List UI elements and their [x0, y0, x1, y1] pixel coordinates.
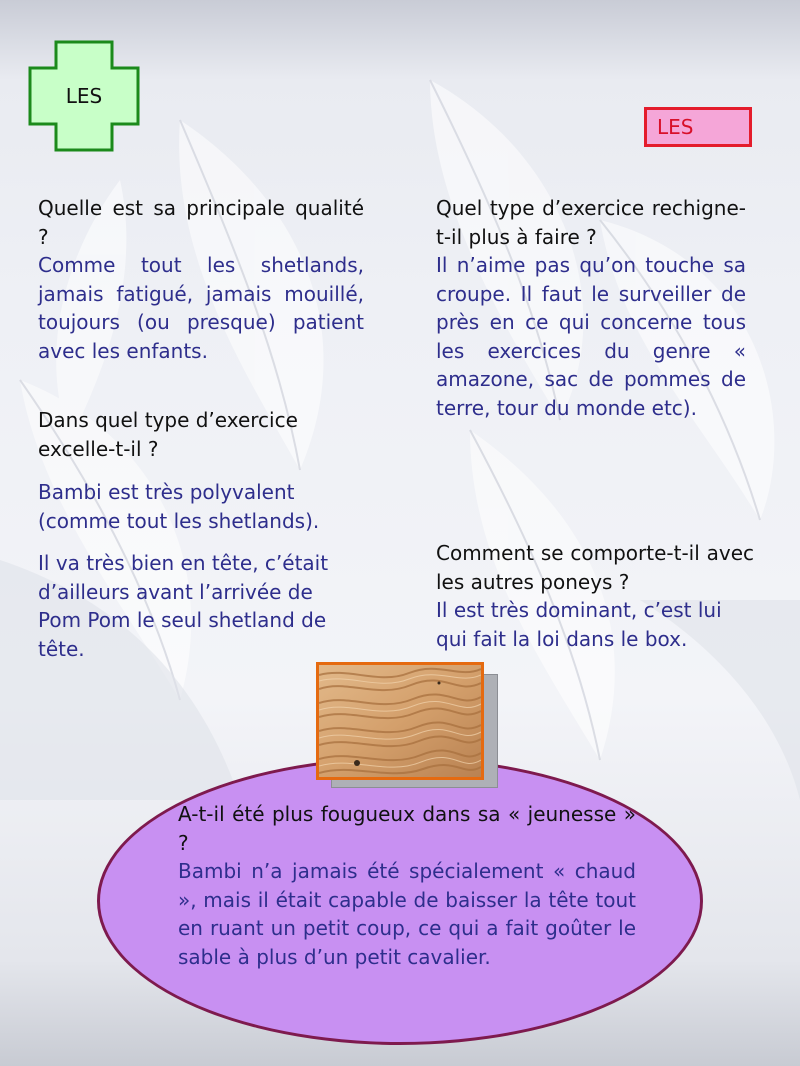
right-qa-2: [436, 539, 754, 653]
question-best-exercise: Dans quel type d’exercice excelle-t-il ?: [38, 408, 298, 461]
left-answer-head: [38, 549, 348, 663]
answer-best-exercise-2: Il va très bien en tête, c’était d’ailleurs avant l’arrivée de Pom Pom le seul shetland de tête.: [38, 551, 329, 661]
ellipse-qa: [178, 800, 636, 971]
answer-best-exercise-1: Bambi est très polyvalent (comme tout les shetlands).: [38, 480, 320, 533]
right-qa-1: [436, 194, 746, 422]
question-behaviour-with-ponies: Comment se comporte-t-il avec les autres poneys ?: [436, 541, 754, 594]
left-answer-polyvalent: [38, 478, 364, 535]
question-principal-quality: Quelle est sa principale qualité ?: [38, 196, 364, 249]
cross-badge-label: LES: [65, 84, 103, 108]
question-least-liked-exercise: Quel type d’exercice rechigne-t-il plus à faire ?: [436, 196, 746, 249]
left-qa-2: [38, 406, 364, 463]
answer-behaviour-with-ponies: Il est très dominant, c’est lui qui fait la loi dans le box.: [436, 598, 722, 651]
left-qa-1: [38, 194, 364, 365]
answer-least-liked-exercise: Il n’aime pas qu’on touche sa croupe. Il faut le surveiller de près en ce qui concerne tous les exercices du genre « amazone, sac de pommes de terre, tour du monde etc).: [436, 253, 746, 420]
answer-youth: Bambi n’a jamais été spécialement « chaud », mais il était capable de baisser la tête tout en ruant un petit coup, ce qui a fait goûter le sable à plus d’un petit cavalier.: [178, 859, 636, 969]
question-youth: A-t-il été plus fougueux dans sa « jeunesse » ?: [178, 802, 636, 855]
sand-dune-image: [319, 665, 481, 777]
answer-principal-quality: Comme tout les shetlands, jamais fatigué, jamais mouillé, toujours (ou presque) patient avec les enfants.: [38, 253, 364, 363]
sand-dune-photo: [316, 662, 484, 780]
pink-label: LES: [644, 107, 752, 147]
